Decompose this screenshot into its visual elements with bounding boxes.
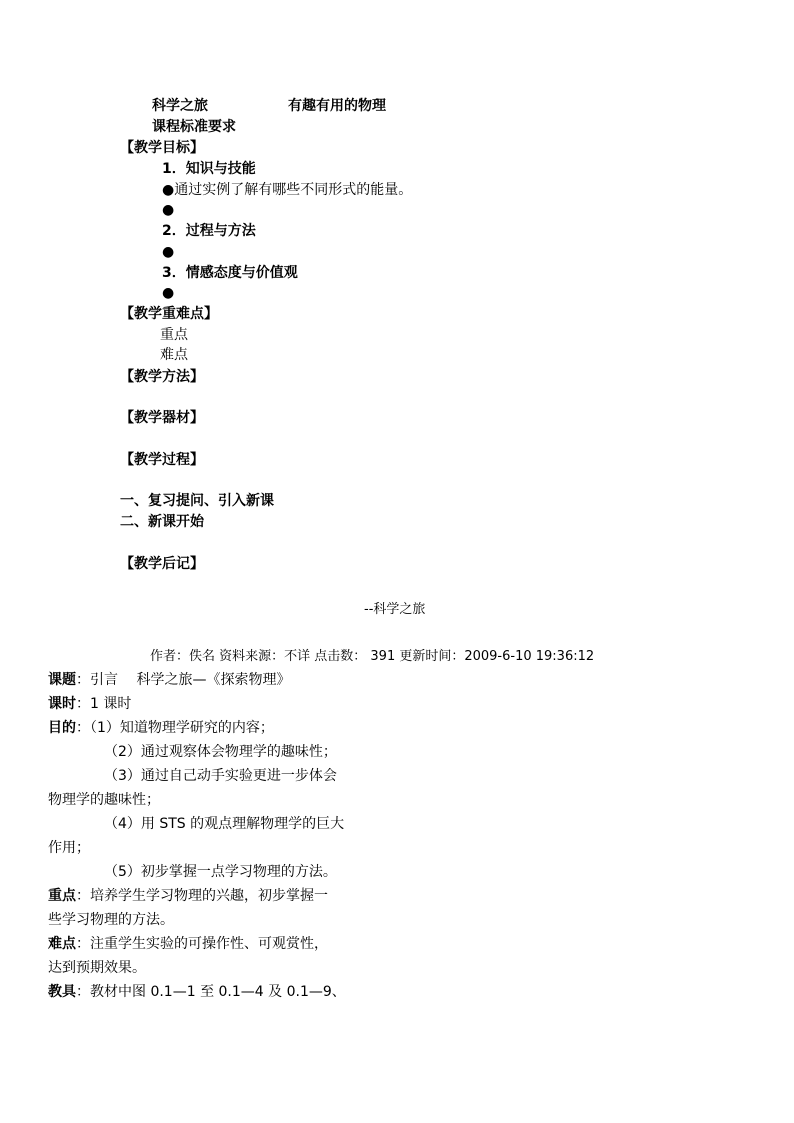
plan-title-left: 科学之旅 bbox=[152, 98, 208, 114]
difficult-value-a: ：注重学生实验的可操作性、可观赏性， bbox=[76, 936, 328, 952]
goal-process: 2．过程与方法 bbox=[162, 223, 256, 239]
tools-value: ：教材中图 0.1—1 至 0.1—4 及 0.1—9、 bbox=[76, 984, 346, 1000]
keypoint-label: 重点 bbox=[160, 327, 188, 343]
goal-process-bullet: ● bbox=[162, 244, 175, 260]
key-value-b: 些学习物理的方法。 bbox=[48, 912, 174, 928]
goal-knowledge: 1．知识与技能 bbox=[162, 161, 256, 177]
goal-attitude: 3．情感态度与价值观 bbox=[162, 265, 298, 281]
method-heading: 【教学方法】 bbox=[120, 369, 204, 385]
goal-knowledge-bullet-2: ● bbox=[162, 202, 175, 218]
purpose-item-3a: （3）通过自己动手实验更进一步体会 bbox=[104, 768, 337, 784]
purpose-label: 目的 bbox=[48, 720, 76, 736]
goal-attitude-bullet: ● bbox=[162, 285, 175, 301]
process-step-2: 二、新课开始 bbox=[120, 514, 204, 530]
tools-label: 教具 bbox=[48, 984, 76, 1000]
difficult-label: 难点 bbox=[48, 936, 76, 952]
tools-line bbox=[48, 982, 346, 1002]
topic-label: 课题 bbox=[48, 672, 76, 688]
purpose-item-1: ：（1）知道物理学研究的内容； bbox=[76, 720, 274, 736]
key-value-a: ：培养学生学习物理的兴趣，初步掌握一 bbox=[76, 888, 328, 904]
process-heading: 【教学过程】 bbox=[120, 452, 204, 468]
plan-title-right: 有趣有用的物理 bbox=[288, 98, 386, 114]
purpose-line-1 bbox=[48, 718, 274, 738]
period-label: 课时 bbox=[48, 696, 76, 712]
process-step-1: 一、复习提问、引入新课 bbox=[120, 493, 274, 509]
goals-heading: 【教学目标】 bbox=[120, 140, 204, 156]
difficult-value-b: 达到预期效果。 bbox=[48, 960, 146, 976]
key-label: 重点 bbox=[48, 888, 76, 904]
topic-value: ：引言 科学之旅—《探索物理》 bbox=[76, 672, 291, 688]
goal-knowledge-bullet-1: ●通过实例了解有哪些不同形式的能量。 bbox=[162, 182, 413, 198]
difficulty-label: 难点 bbox=[160, 347, 188, 363]
equipment-heading: 【教学器材】 bbox=[120, 410, 204, 426]
purpose-item-5: （5）初步掌握一点学习物理的方法。 bbox=[104, 864, 337, 880]
key-line bbox=[48, 886, 328, 906]
purpose-item-3b: 物理学的趣味性； bbox=[48, 792, 160, 808]
topic-line bbox=[48, 670, 290, 690]
article-meta: 作者：佚名 资料来源：不详 点击数： 391 更新时间：2009-6-10 19:36:12 bbox=[150, 649, 595, 664]
purpose-item-2: （2）通过观察体会物理学的趣味性； bbox=[104, 744, 337, 760]
purpose-item-4a: （4）用 STS 的观点理解物理学的巨大 bbox=[104, 816, 345, 832]
postscript-heading: 【教学后记】 bbox=[120, 556, 204, 572]
keypoints-heading: 【教学重难点】 bbox=[120, 306, 218, 322]
article-title: --科学之旅 bbox=[364, 602, 426, 617]
difficult-line bbox=[48, 934, 328, 954]
plan-subtitle: 课程标准要求 bbox=[152, 119, 236, 135]
period-line bbox=[48, 694, 131, 714]
period-value: ：1 课时 bbox=[76, 696, 132, 712]
purpose-item-4b: 作用； bbox=[48, 840, 90, 856]
